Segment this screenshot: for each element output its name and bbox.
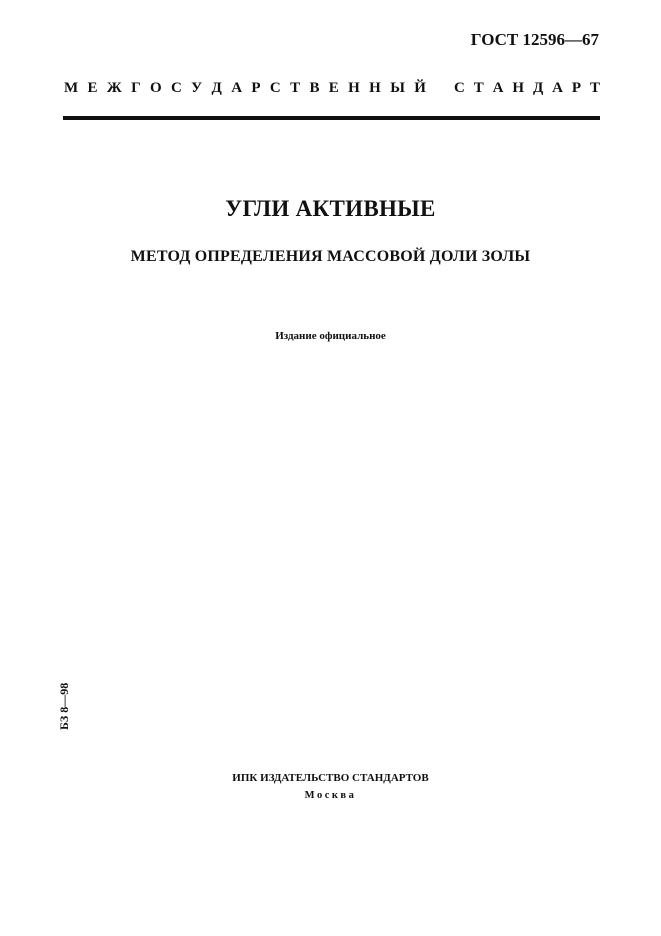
document-title: УГЛИ АКТИВНЫЕ bbox=[225, 196, 436, 221]
edition-label: Издание официальное bbox=[275, 330, 386, 342]
letter: А bbox=[492, 80, 504, 96]
letter: М bbox=[64, 80, 79, 96]
side-catalog-code: БЗ 8—98 bbox=[57, 682, 71, 730]
letter: Р bbox=[251, 80, 261, 96]
letter: Н bbox=[512, 80, 525, 96]
letter: Д bbox=[532, 80, 544, 96]
letter: Н bbox=[369, 80, 381, 96]
document-subtitle: МЕТОД ОПРЕДЕЛЕНИЯ МАССОВОЙ ДОЛИ ЗОЛЫ bbox=[130, 248, 531, 265]
letter: Т bbox=[290, 80, 301, 96]
letter: Ж bbox=[106, 80, 122, 96]
letter: А bbox=[231, 80, 243, 96]
standard-type-word-standard bbox=[454, 80, 600, 97]
standard-type-word-interstate bbox=[64, 80, 426, 97]
letter: У bbox=[191, 80, 203, 96]
letter: С bbox=[269, 80, 281, 96]
header-divider bbox=[63, 116, 600, 120]
letter: Н bbox=[348, 80, 360, 96]
letter: О bbox=[149, 80, 162, 96]
standard-type-heading bbox=[64, 80, 600, 97]
letter: Й bbox=[414, 80, 426, 96]
document-number: ГОСТ 12596—67 bbox=[470, 30, 599, 49]
letter: Р bbox=[571, 80, 582, 96]
letter: А bbox=[552, 80, 563, 96]
letter: Т bbox=[473, 80, 484, 96]
publisher-name: ИПК ИЗДАТЕЛЬСТВО СТАНДАРТОВ bbox=[232, 772, 429, 784]
letter: С bbox=[170, 80, 182, 96]
letter: Ы bbox=[390, 80, 405, 96]
letter: С bbox=[454, 80, 465, 96]
letter: Г bbox=[131, 80, 141, 96]
letter: Е bbox=[328, 80, 339, 96]
letter: Д bbox=[211, 80, 222, 96]
letter: В bbox=[309, 80, 320, 96]
letter: Е bbox=[87, 80, 98, 96]
letter: Т bbox=[589, 80, 600, 96]
publisher-city: Москва bbox=[304, 790, 357, 801]
